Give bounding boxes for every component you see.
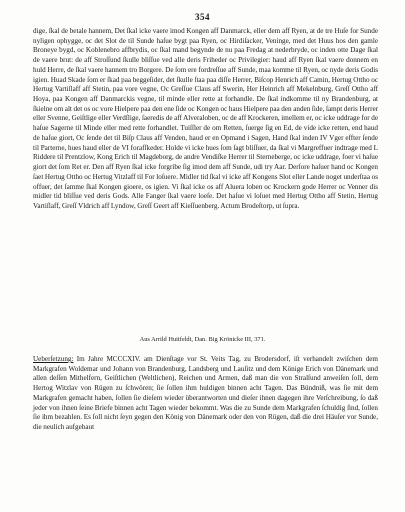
original-text-block [33, 27, 378, 212]
translation-text: Im Jahre MCCCXIV. am Dienſtage vor St. Veits Tag, zu Brodersdorf, iſt verhandelt zwiſchen dem Markgrafen Woldemar und Johann von Brandenburg, Landsberg und Lauſitz und dem Könige Erich von Dänemark und allen deſſen Mithelfern, Geiſtlichen (Weltlichen), Reichen und Armen, daß man die von Stralſund anweiſen ſoll, dem Hertog Witzlav von Rügen zu ſchwören; ſie ſollen ihm huldigen binnen acht Tagen. Das Bündniß, was ſie mit dem Markgrafen gemacht haben, ſollen ſie dieſem wieder überantworten und dieſer ihnen dagegen ihre Verſchreibung, ſo daß jeder von ihnen ſeine Briefe binnen acht Tagen wieder bekommt. Was die zu Sunde dem Markgrafen ſchuldig ſind, ſollen ſie ihm bezahlen. Es ſoll nicht ſeyn gegen den König von Dänemark oder den von Rügen, daß die drei Häuſer vor Sunde, die neulich aufgebaut [33, 355, 378, 432]
original-paragraph: dige, ſkal de betale hannem, Det ſkal icke vaere imod Kongen aff Danmarck, eller dem aff Ryen, at de tre Huſe for Sunde nyligen ophygge, oc det Slot de til Sunde haſue bygt paa Ryen, oc Hirdiſacker, Veninge, med det Huus hos den gamle Broneye bygd, oc Koblenebro affbrydis, oc ſkal mand begynde de nu paa Fredag at nederbryde, oc inden otte Dage ſkal de vaere brut: de aff Stroſſund ſkulle bliſſue ved alle deris Friheder oc Privilegier: haud aff Ryen ſkal vaere donnem en huld Herre, de ſkal vaere hannem tro Borgere. De ſom ere fordreſſue aff Sunde, maa komme til Ryen, oc nyde deris Godis igien. Huad Skade ſom er ſkad paa beggeſider, det ſkulle ſtaa paa diſſe Herrer, Biſcop Henrich aff Camin, Hertug Ottho oc Hertug Vartiſlaff aff Stetin, paa vore vegne, Oc Greſſue Claus aff Swerin, Her Heinrich aff Mekelnburg, Greſſ Ottho aff Hoya, paa Kongen aff Danmarckis vegne, til minde eller rette at forhandle. De ſkal indkomme til ny Brandenburg, at ſkielne om alt det os oc vore Hielpere paa den ene ſide oc Kongen oc haus Hielpere paa den anden ſide, ſampt deris Herrer eller Svenne, Geiſtlige eller Verdſlige, ſaeredis de aff Alveraloben, oc de aff Krockeren, imellem er, oc icke uddrage for de haſue Sagerne til Minde eller med rette forhandlet. Tuiſſler de om Retten, ſuerge ſig en Ed, de vide icke retten, end haud de haſue giort, Oc ſende det til Biſp Claus aff Venden, haud er en Opmand i Sagen, Hand ſkal inden IV Vger effter ſende til Parterne, hues haud eller de VI forafſkeder. Holde vi icke hues ſom ſagt bliſſuer, da ſkal vi Margreffuer indtrage med L Riddere til Prentzlow, Kong Erich til Magdeborg, de andre Vendiſke Herrer til Sterneberge, oc icke uddrage, foer vi haſue giort det ſom Ret er. Den aff Ryen ſkal icke forgribe ſig imod dem aff Sunde, udi try Aar. Derſore haſuer hand oc Kongen ſaet Hertug Ottho oc Hertug Vitzlaff til For loſuere. Midler tid ſkal vi icke aff Kongens Slot eller Lande noget underſtaa os offuer, det ſamme ſkal Kongen gioere, os igien. Vi ſkal icke os aff Aluera loben oc Krockern gode Herrer oc Venner dis midler tid bliſſue ved deris Gods. Alle Fanger ſkal vaere loeſe. Det haſue vi loſuet med Hertug Ottho aff Stetin, Hertug Vartiſlaff, Greſſ Vldrich aff Lyndow, Greſſ Geert aff Kieſſuenberg. Actum Brodeſtorp, ut ſupra. [33, 27, 378, 210]
translation-label: Ueberſetzung: [33, 355, 74, 363]
translation-block [33, 355, 378, 433]
page-number: 354 [195, 12, 210, 22]
source-citation: Aus Arrild Huitfeldt, Dan. Big Krönicke III, 371. [139, 336, 266, 343]
translation-paragraph [33, 355, 378, 433]
